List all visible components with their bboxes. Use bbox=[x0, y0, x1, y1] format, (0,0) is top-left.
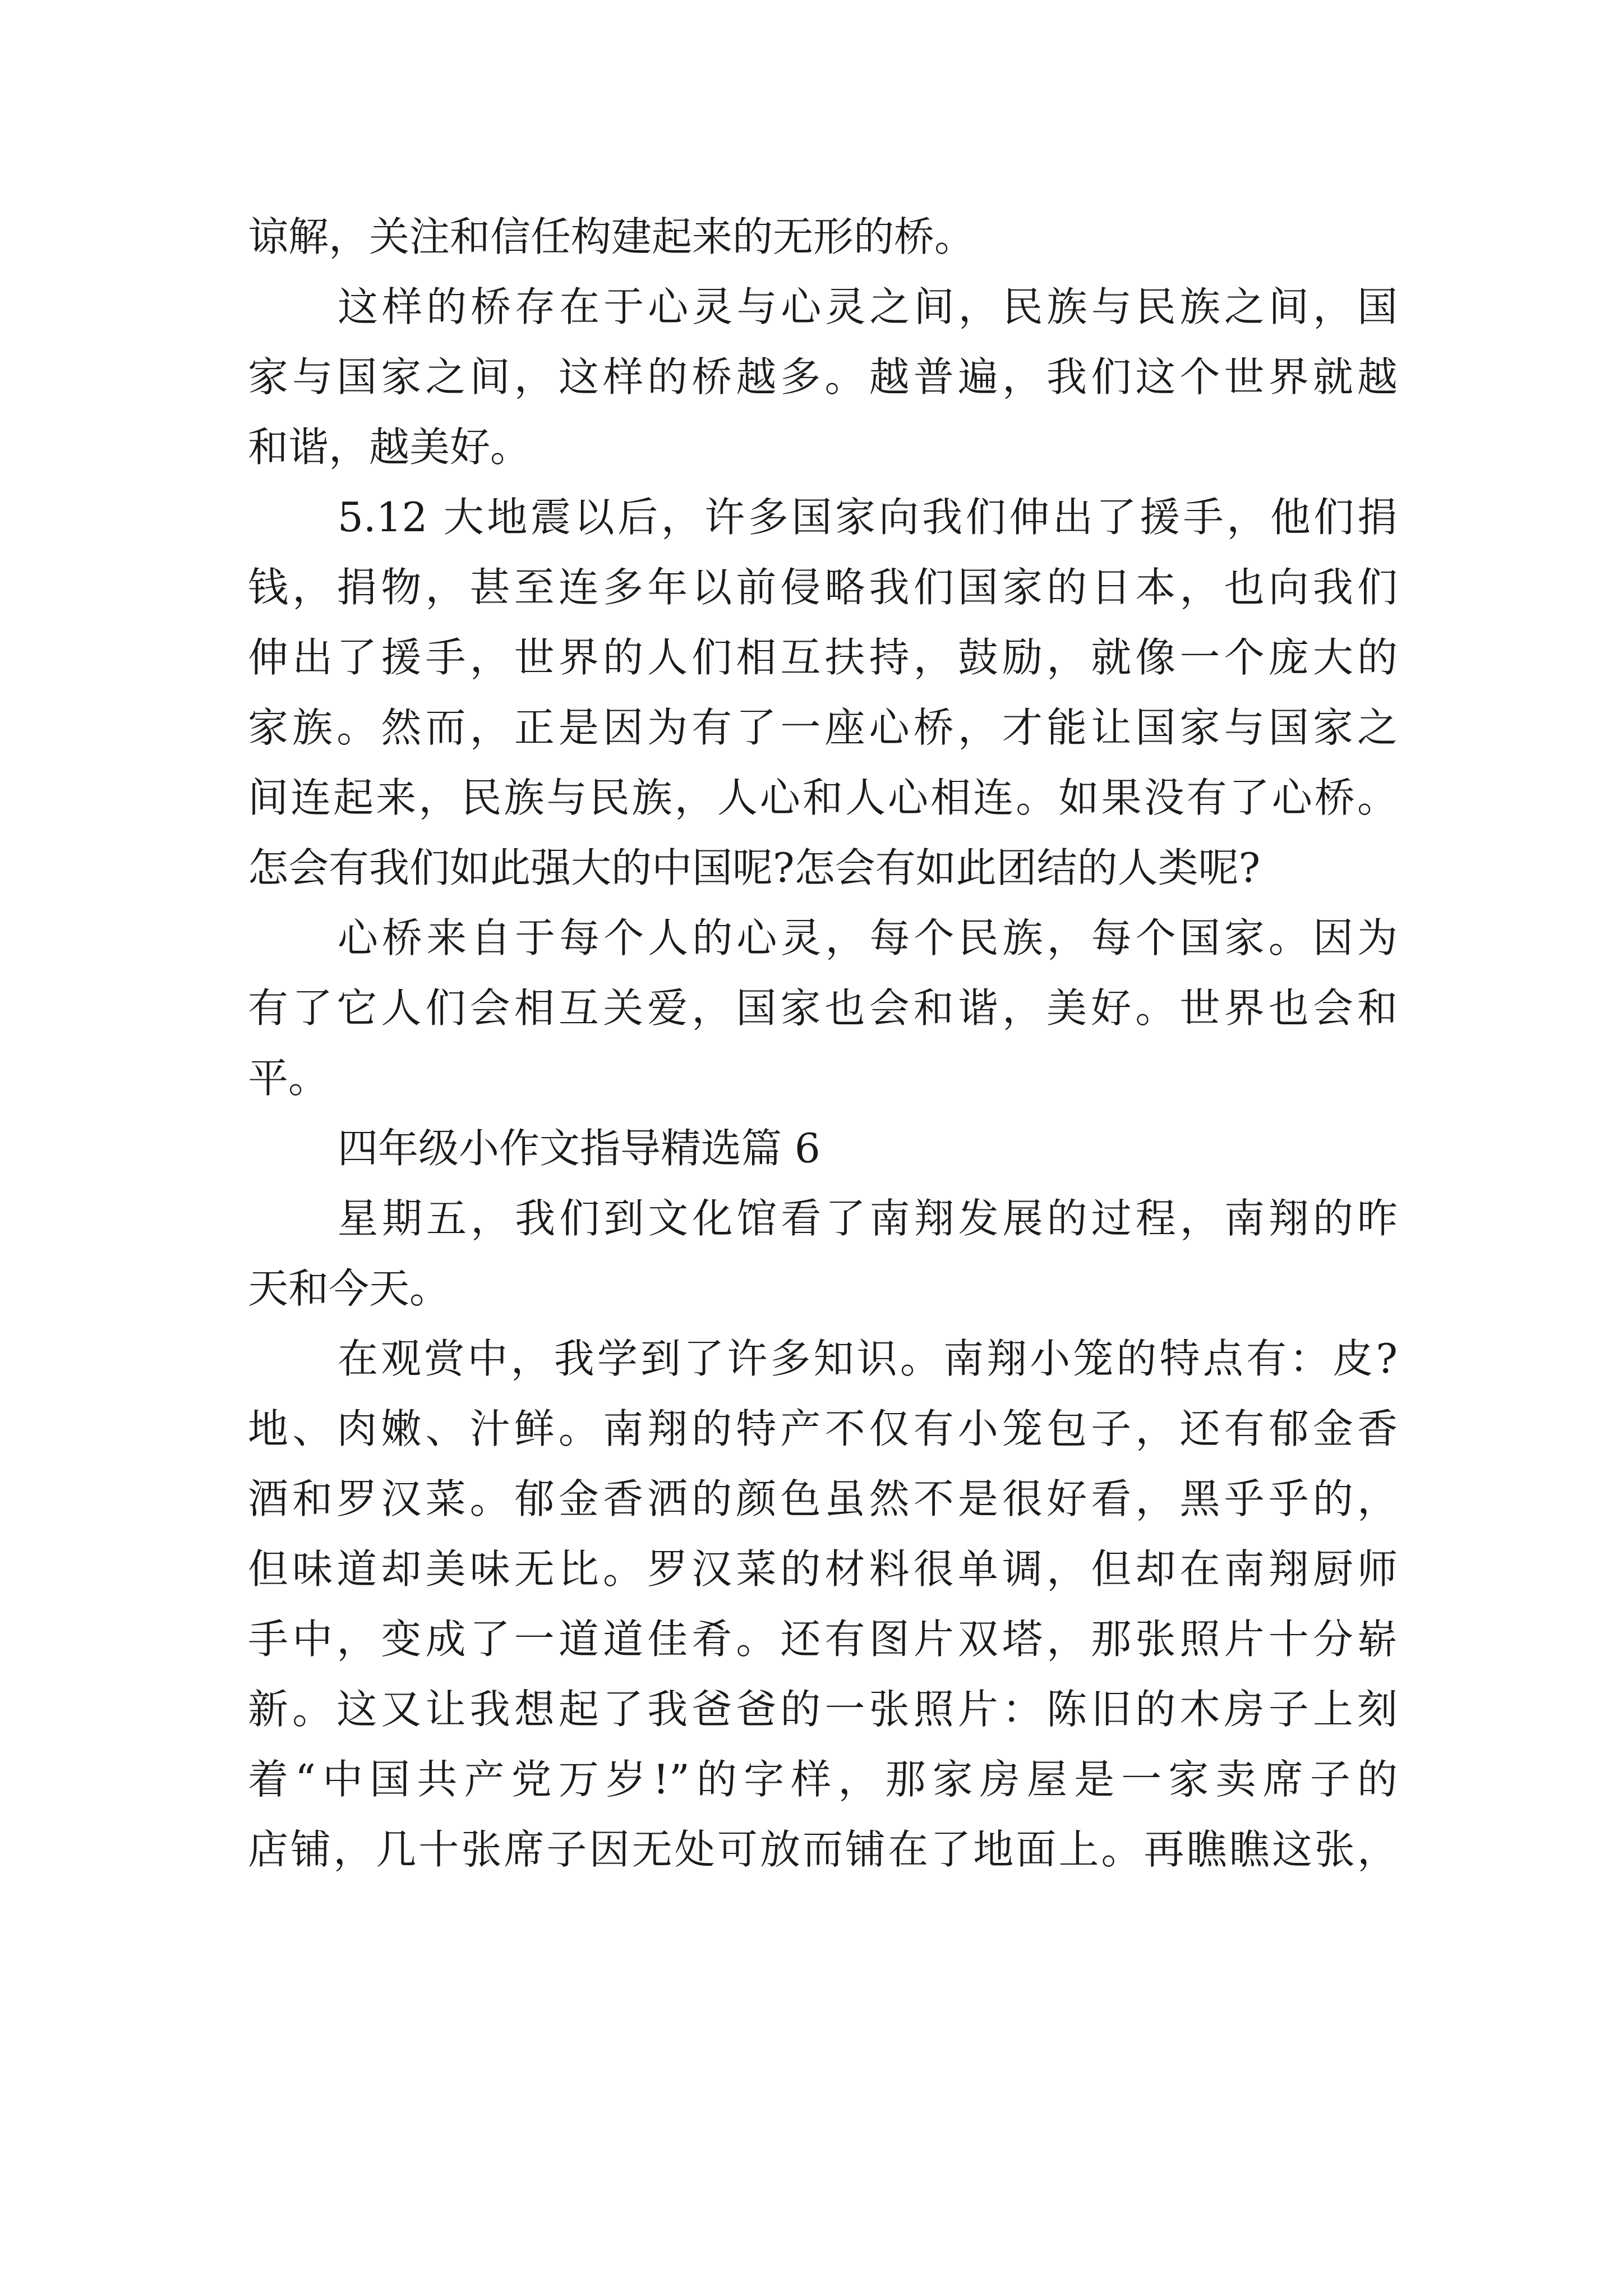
text-line: 伸出了援手，世界的人们相互扶持，鼓励，就像一个庞大的 bbox=[248, 634, 1398, 681]
text-line: 家与国家之间，这样的桥越多。越普遍，我们这个世界就越 bbox=[248, 353, 1398, 401]
text-line: 店铺，几十张席子因无处可放而铺在了地面上。再瞧瞧这张， bbox=[248, 1826, 1398, 1873]
text-line: 星期五，我们到文化馆看了南翔发展的过程，南翔的昨 bbox=[338, 1195, 1398, 1242]
text-line: 新。这又让我想起了我爸爸的一张照片：陈旧的木房子上刻 bbox=[248, 1686, 1398, 1733]
text-line: 四年级小作文指导精选篇 6 bbox=[338, 1125, 820, 1172]
text-line: 怎会有我们如此强大的中国呢?怎会有如此团结的人类呢? bbox=[248, 844, 1261, 891]
text-line: 心桥来自于每个人的心灵，每个民族，每个国家。因为 bbox=[338, 914, 1398, 961]
text-line: 酒和罗汉菜。郁金香洒的颜色虽然不是很好看，黑乎乎的， bbox=[248, 1475, 1398, 1522]
text-line: 手中，变成了一道道佳肴。还有图片双塔，那张照片十分崭 bbox=[248, 1616, 1398, 1663]
text-line: 和谐，越美好。 bbox=[248, 424, 531, 471]
text-line: 这样的桥存在于心灵与心灵之间，民族与民族之间，国 bbox=[338, 283, 1398, 330]
text-line: 在观赏中，我学到了许多知识。南翔小笼的特点有：皮? bbox=[338, 1335, 1398, 1382]
text-line: 地、肉嫩、汁鲜。南翔的特产不仅有小笼包子，还有郁金香 bbox=[248, 1405, 1398, 1452]
text-line: 间连起来，民族与民族，人心和人心相连。如果没有了心桥。 bbox=[248, 774, 1398, 821]
text-line: 5.12 大地震以后，许多国家向我们伸出了援手，他们捐 bbox=[338, 494, 1398, 541]
text-line: 平。 bbox=[248, 1055, 329, 1102]
text-line: 有了它人们会相互关爱，国家也会和谐，美好。世界也会和 bbox=[248, 984, 1398, 1032]
text-line: 天和今天。 bbox=[248, 1265, 450, 1312]
text-line: 但味道却美味无比。罗汉菜的材料很单调，但却在南翔厨师 bbox=[248, 1545, 1398, 1593]
text-line: 谅解，关注和信任构建起来的无形的桥。 bbox=[248, 213, 975, 260]
text-line: 钱，捐物，甚至连多年以前侵略我们国家的日本，也向我们 bbox=[248, 564, 1398, 611]
document-body bbox=[248, 202, 1398, 1885]
text-line: 着“中国共产党万岁!”的字样，那家房屋是一家卖席子的 bbox=[248, 1756, 1398, 1803]
text-line: 家族。然而，正是因为有了一座心桥，才能让国家与国家之 bbox=[248, 704, 1398, 751]
